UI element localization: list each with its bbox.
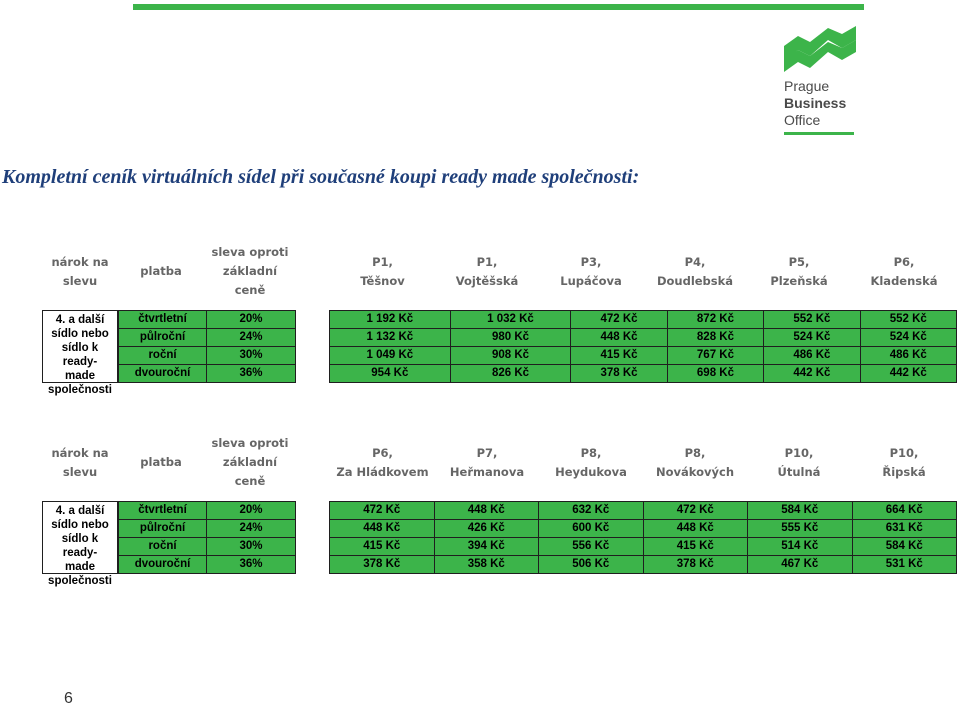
location-header: P10, Řipská [882,446,926,479]
table-row: dvouroční 36% [119,556,296,574]
top-accent-bar [133,4,864,10]
discount-label-cell: 4. a další sídlo nebo sídlo k ready- made společnosti [42,501,118,574]
table-row: 1 132 Kč 980 Kč 448 Kč 828 Kč 524 Kč 524 Kč [330,329,957,347]
page-number: 6 [64,690,73,707]
table-row: 954 Kč 826 Kč 378 Kč 698 Kč 442 Kč 442 Kč [330,365,957,383]
table-row: 1 192 Kč 1 032 Kč 472 Kč 872 Kč 552 Kč 552 Kč [330,311,957,329]
payment-period-table [118,310,296,383]
location-header: P1, Vojtěšská [455,255,519,288]
location-header: P8, Heydukova [555,446,627,479]
location-header: P5, Plzeňská [770,255,828,288]
prague-business-office-logo [780,22,860,140]
table-row: 472 Kč 448 Kč 632 Kč 472 Kč 584 Kč 664 Kč [330,502,957,520]
table-row: roční 30% [119,347,296,365]
table-row: čtvrtletní 20% [119,502,296,520]
table-row: 415 Kč 394 Kč 556 Kč 415 Kč 514 Kč 584 Kč [330,538,957,556]
table-row: 1 049 Kč 908 Kč 415 Kč 767 Kč 486 Kč 486 Kč [330,347,957,365]
location-header: P6, Kladenská [870,255,938,288]
logo-text-prague: Prague [784,78,830,94]
logo-building-icon [784,22,856,74]
table-row: půlroční 24% [119,329,296,347]
location-header: P7, Heřmanova [449,446,525,479]
table-row: 448 Kč 426 Kč 600 Kč 448 Kč 555 Kč 631 Kč [330,520,957,538]
logo-underline [784,132,854,135]
price-table-1 [329,310,957,383]
header-narok: nárok na slevu [51,255,109,288]
location-header: P4, Doudlebská [656,255,734,288]
logo-text-office: Office [784,112,821,128]
location-header: P3, Lupáčova [560,255,622,288]
header-platba: platba [140,455,182,469]
table-row: dvouroční 36% [119,365,296,383]
logo-text-business: Business [784,95,847,111]
location-header: P1, Těšnov [360,255,405,288]
table-row: půlroční 24% [119,520,296,538]
header-sleva: sleva oproti základní ceně [211,245,289,297]
page-title: Kompletní ceník virtuálních sídel při současné koupi ready made společnosti: [2,166,640,188]
header-narok: nárok na slevu [51,446,109,479]
discount-label-cell: 4. a další sídlo nebo sídlo k ready- made společnosti [42,310,118,383]
table-row: 378 Kč 358 Kč 506 Kč 378 Kč 467 Kč 531 Kč [330,556,957,574]
location-header: P10, Útulná [777,446,821,479]
location-header: P6, Za Hládkovem [336,446,429,479]
price-table-2 [329,501,957,574]
table-row: roční 30% [119,538,296,556]
location-header: P8, Novákových [655,446,735,479]
table-row: čtvrtletní 20% [119,311,296,329]
header-platba: platba [140,264,182,278]
payment-period-table [118,501,296,574]
header-sleva: sleva oproti základní ceně [211,436,289,488]
